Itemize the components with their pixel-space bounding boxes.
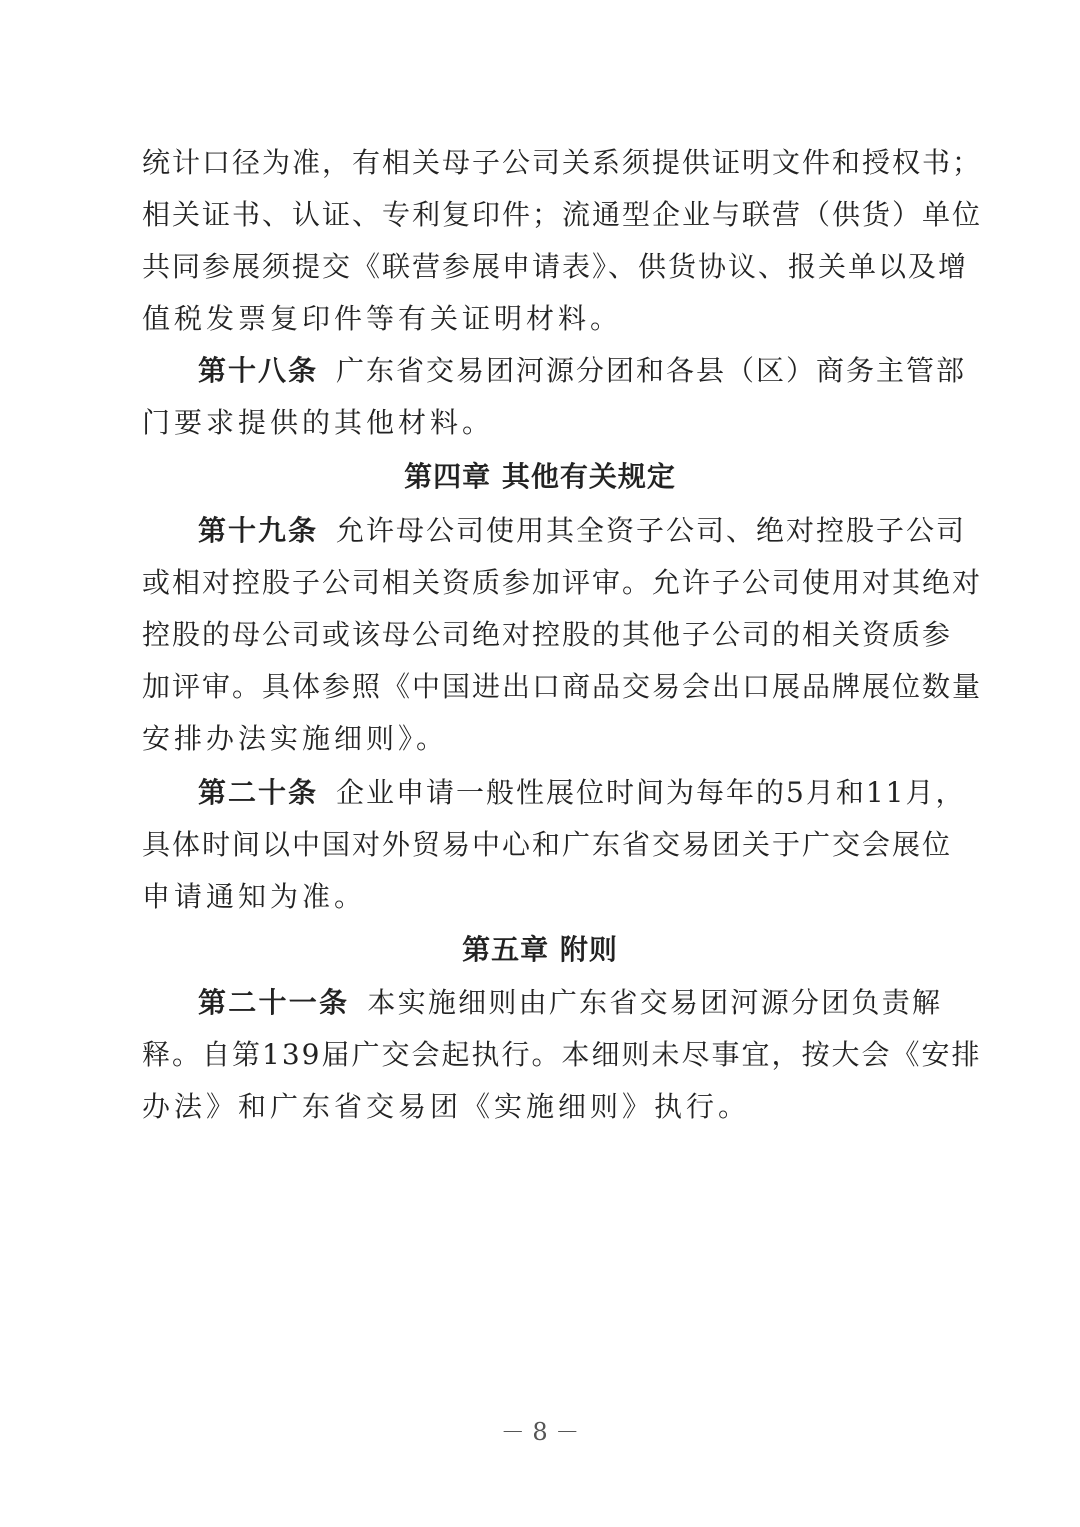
- chapter-5-heading: 第五章 附则: [462, 933, 618, 966]
- article-21-text: 本实施细则由广东省交易团河源分团负责解: [367, 986, 942, 1019]
- article-21-first-line: [198, 977, 942, 1029]
- body-line: 或相对控股子公司相关资质参加评审。允许子公司使用对其绝对: [142, 566, 983, 599]
- article-18-text: 广东省交易团河源分团和各县（区）商务主管部: [336, 354, 967, 387]
- body-line: 门要求提供的其他材料。: [142, 406, 495, 439]
- body-line: 统计口径为准，有相关母子公司关系须提供证明文件和授权书；: [142, 146, 983, 179]
- body-line: 申请通知为准。: [142, 880, 367, 913]
- body-line: 共同参展须提交《联营参展申请表》、供货协议、报关单以及增: [142, 250, 969, 283]
- body-line: 具体时间以中国对外贸易中心和广东省交易团关于广交会展位: [142, 828, 953, 861]
- body-line: 办法》和广东省交易团《实施细则》执行。: [142, 1090, 751, 1123]
- article-18-first-line: [198, 345, 967, 397]
- article-19-text: 允许母公司使用其全资子公司、绝对控股子公司: [336, 514, 967, 547]
- body-line: 加评审。具体参照《中国进出口商品交易会出口展品牌展位数量: [142, 670, 983, 703]
- article-19-first-line: [198, 505, 967, 557]
- article-19-label: 第十九条: [198, 514, 319, 547]
- article-18-label: 第十八条: [198, 354, 319, 387]
- body-line: 释。自第139届广交会起执行。本细则未尽事宜，按大会《安排: [142, 1038, 982, 1071]
- article-20-first-line: [198, 767, 966, 819]
- chapter-4-heading: 第四章 其他有关规定: [404, 460, 676, 493]
- body-line: 值税发票复印件等有关证明材料。: [142, 302, 623, 335]
- article-20-text: 企业申请一般性展位时间为每年的5月和11月，: [336, 776, 966, 809]
- article-20-label: 第二十条: [198, 776, 319, 809]
- body-line: 相关证书、认证、专利复印件；流通型企业与联营（供货）单位: [142, 198, 983, 231]
- page-number: － 8 －: [500, 1418, 580, 1446]
- article-21-label: 第二十一条: [198, 986, 350, 1019]
- body-line: 安排办法实施细则》。: [142, 722, 449, 755]
- body-line: 控股的母公司或该母公司绝对控股的其他子公司的相关资质参: [142, 618, 953, 651]
